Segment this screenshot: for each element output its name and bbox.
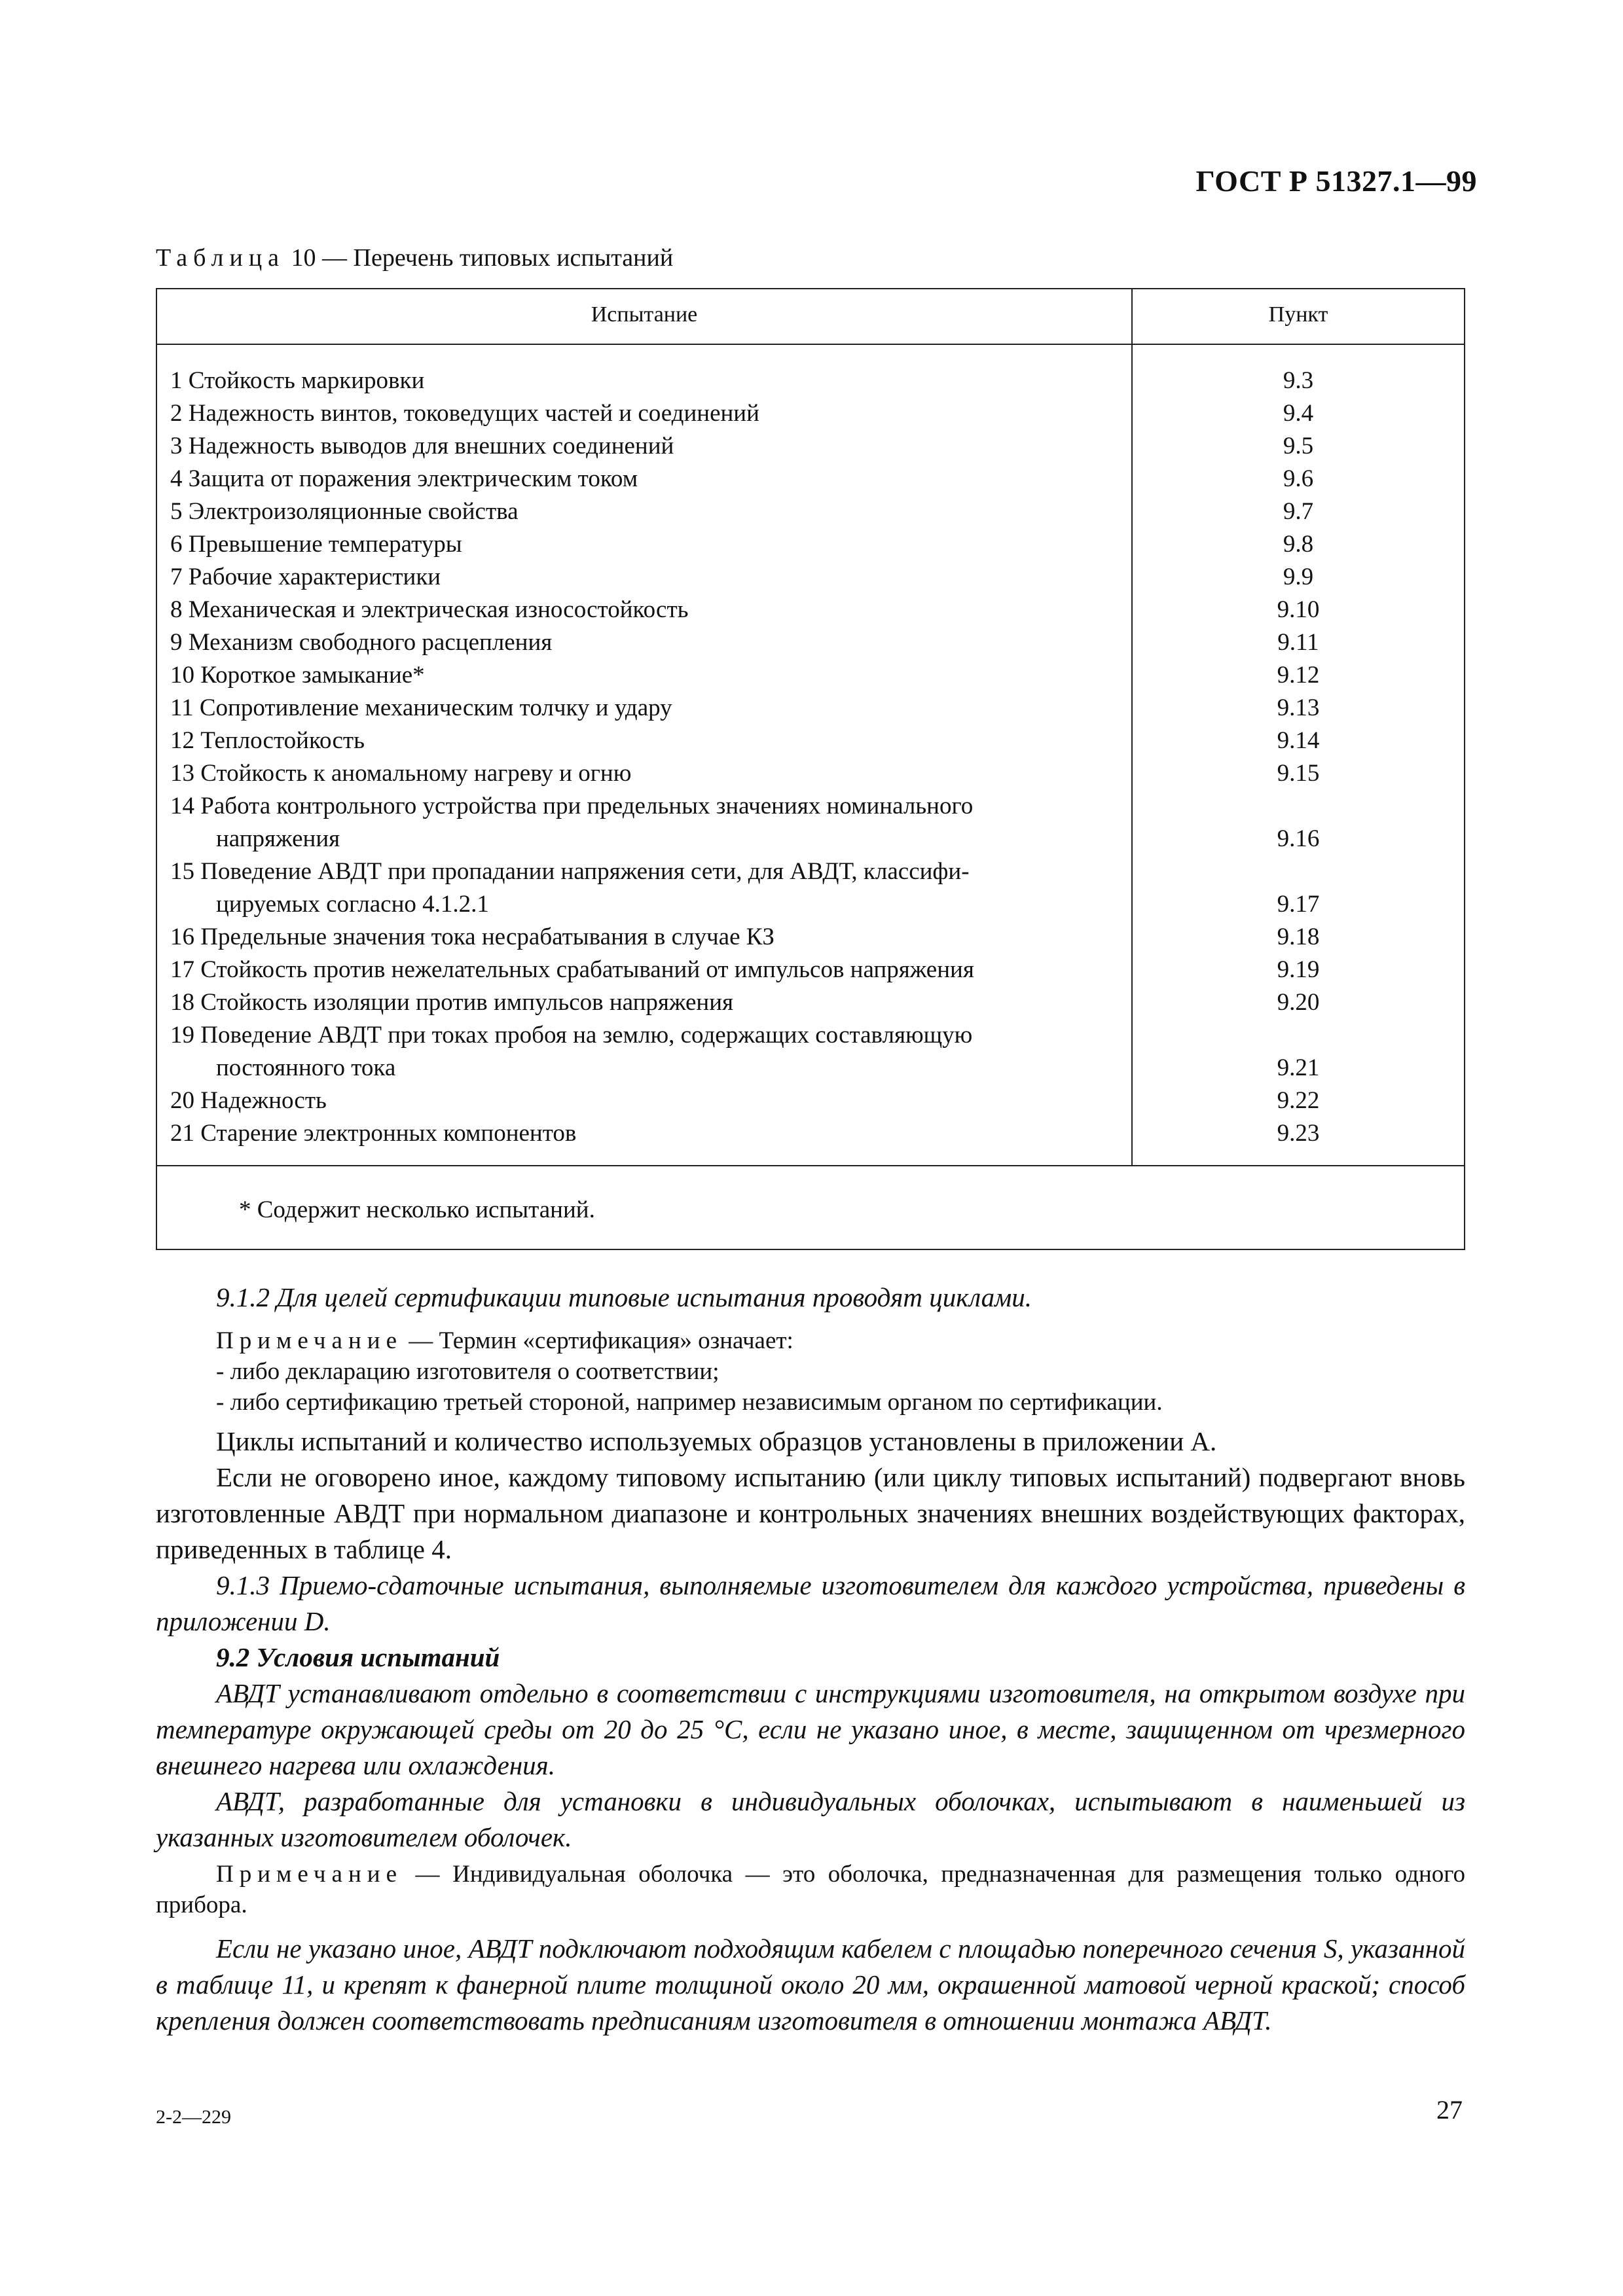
note-text: — Термин «сертификация» означает: — [403, 1327, 793, 1354]
table-row-clause: 9.13 — [1277, 694, 1320, 721]
footnote-divider — [157, 1165, 1464, 1166]
footer-code: 2-2—229 — [156, 2106, 231, 2128]
section-heading-9-2: 9.2 Условия испытаний — [216, 1642, 500, 1672]
test-names-column — [170, 365, 1126, 1150]
table-row-test: 14 Работа контрольного устройства при предельных значениях номинального — [170, 793, 974, 819]
table-row-test: 18 Стойкость изоляции против импульсов напряжения — [170, 989, 734, 1016]
paragraph-installation: АВДТ устанавливают отдельно в соответствии с инструкциями изготовителя, на открытом воздухе при температуре окружающей среды от 20 до 25 °С, если не указано иное, в месте, защищенном от чрезмерного внешнего нагрева или охлаждения. — [156, 1678, 1465, 1780]
table-row-test: 20 Надежность — [170, 1087, 327, 1114]
paragraph-cable: Если не указано иное, АВДТ подключают подходящим кабелем с площадью поперечного сечения S, указанной в таблице 11, и крепят к фанерной плите толщиной около 20 мм, окрашенной матовой черной краской; способ крепления должен соответствовать предписаниям изготовителя в отношении монтажа АВДТ. — [156, 1933, 1465, 2036]
table-row-clause: 9.21 — [1277, 1054, 1320, 1081]
column-header-test: Испытание — [591, 302, 698, 327]
note2-text: — Индивидуальная оболочка — это оболочка, предназначенная для размещения только одного прибора. — [156, 1861, 1465, 1918]
column-header-clause: Пункт — [1268, 302, 1328, 327]
table-row-clause: 9.16 — [1277, 825, 1320, 852]
table-row-test: 8 Механическая и электрическая износостойкость — [170, 596, 689, 623]
table-row-test: 4 Защита от поражения электрическим током — [170, 465, 638, 492]
table-row-test: 10 Короткое замыкание* — [170, 662, 425, 689]
paragraph-cycles: Циклы испытаний и количество используемых образцов установлены в приложении А. — [216, 1426, 1217, 1456]
table-row-clause: 9.7 — [1283, 498, 1314, 525]
header-divider — [157, 344, 1464, 345]
table-row-clause: 9.19 — [1277, 956, 1320, 983]
page-number: 27 — [1436, 2095, 1463, 2125]
table-footnote: * Содержит несколько испытаний. — [239, 1196, 595, 1223]
table-row-clause: 9.20 — [1277, 989, 1320, 1016]
table-row-clause — [1131, 855, 1465, 888]
table-row-test: 3 Надежность выводов для внешних соединений — [170, 433, 674, 459]
table-row-clause: 9.6 — [1283, 465, 1314, 492]
clause-9-1-2: 9.1.2 Для целей сертификации типовые испытания проводят циклами. — [216, 1282, 1032, 1312]
document-header: ГОСТ Р 51327.1—99 — [1195, 164, 1477, 198]
table-caption-text: 10 — Перечень типовых испытаний — [285, 244, 674, 272]
table-row-test: 2 Надежность винтов, токоведущих частей и соединений — [170, 400, 759, 427]
table-row-test: 5 Электроизоляционные свойства — [170, 498, 519, 525]
table-row-clause: 9.10 — [1277, 596, 1320, 623]
note-label: Примечание — [216, 1327, 403, 1354]
table-row-test: 19 Поведение АВДТ при токах пробоя на землю, содержащих составляющую — [170, 1022, 973, 1049]
table-row-clause: 9.4 — [1283, 400, 1314, 427]
table-row-clause: 9.22 — [1277, 1087, 1320, 1114]
table-row-test: 11 Сопротивление механическим толчку и удару — [170, 694, 672, 721]
table-row-clause: 9.14 — [1277, 727, 1320, 754]
test-list-table — [156, 288, 1465, 1250]
table-row-test: 15 Поведение АВДТ при пропадании напряжения сети, для АВДТ, классифи- — [170, 858, 970, 885]
table-row-clause: 9.23 — [1277, 1120, 1320, 1147]
table-row-clause: 9.12 — [1277, 662, 1320, 689]
note2-label: Примечание — [216, 1861, 403, 1888]
paragraph-unless-specified: Если не оговорено иное, каждому типовому испытанию (или циклу типовых испытаний) подвергают вновь изготовленные АВДТ при нормальном диапазоне и контрольных значениях внешних воздействующих факторах, приведенных в таблице 4. — [156, 1462, 1465, 1564]
table-row-clause: 9.17 — [1277, 891, 1320, 918]
table-row-test: 17 Стойкость против нежелательных срабатываний от импульсов напряжения — [170, 956, 974, 983]
paragraph-enclosures: АВДТ, разработанные для установки в индивидуальных оболочках, испытывают в наименьшей из указанных изготовителем оболочек. — [156, 1786, 1465, 1852]
clause-9-1-3: 9.1.3 Приемо-сдаточные испытания, выполняемые изготовителем для каждого устройства, приведены в приложении D. — [156, 1570, 1465, 1636]
table-row-test: 13 Стойкость к аномальному нагреву и огню — [170, 760, 632, 787]
table-caption — [156, 243, 673, 272]
table-row-clause — [1131, 1019, 1465, 1052]
table-row-clause: 9.18 — [1277, 924, 1320, 950]
table-row-clause: 9.8 — [1283, 531, 1314, 558]
note-certification — [216, 1325, 1460, 1356]
table-row-clause: 9.15 — [1277, 760, 1320, 787]
table-row-clause — [1131, 790, 1465, 823]
table-row-clause: 9.9 — [1283, 564, 1314, 590]
table-row-test: напряжения — [216, 825, 340, 852]
note-enclosure — [156, 1859, 1465, 1920]
table-row-test: 6 Превышение температуры — [170, 531, 462, 558]
table-row-clause: 9.3 — [1283, 367, 1314, 394]
table-row-test: 7 Рабочие характеристики — [170, 564, 441, 590]
clause-column — [1131, 365, 1465, 1150]
table-row-test: 12 Теплостойкость — [170, 727, 365, 754]
table-row-test: постоянного тока — [216, 1054, 396, 1081]
table-row-test: цируемых согласно 4.1.2.1 — [216, 891, 489, 918]
table-row-test: 21 Старение электронных компонентов — [170, 1120, 577, 1147]
table-row-clause: 9.11 — [1277, 629, 1319, 656]
note-line-3: - либо сертификацию третьей стороной, например независимым органом по сертификации. — [216, 1389, 1163, 1416]
table-row-test: 9 Механизм свободного расцепления — [170, 629, 553, 656]
note-line-2: - либо декларацию изготовителя о соответствии; — [216, 1358, 720, 1385]
table-row-clause: 9.5 — [1283, 433, 1314, 459]
table-caption-word: Таблица — [156, 244, 285, 272]
table-row-test: 1 Стойкость маркировки — [170, 367, 425, 394]
table-row-test: 16 Предельные значения тока несрабатывания в случае КЗ — [170, 924, 775, 950]
